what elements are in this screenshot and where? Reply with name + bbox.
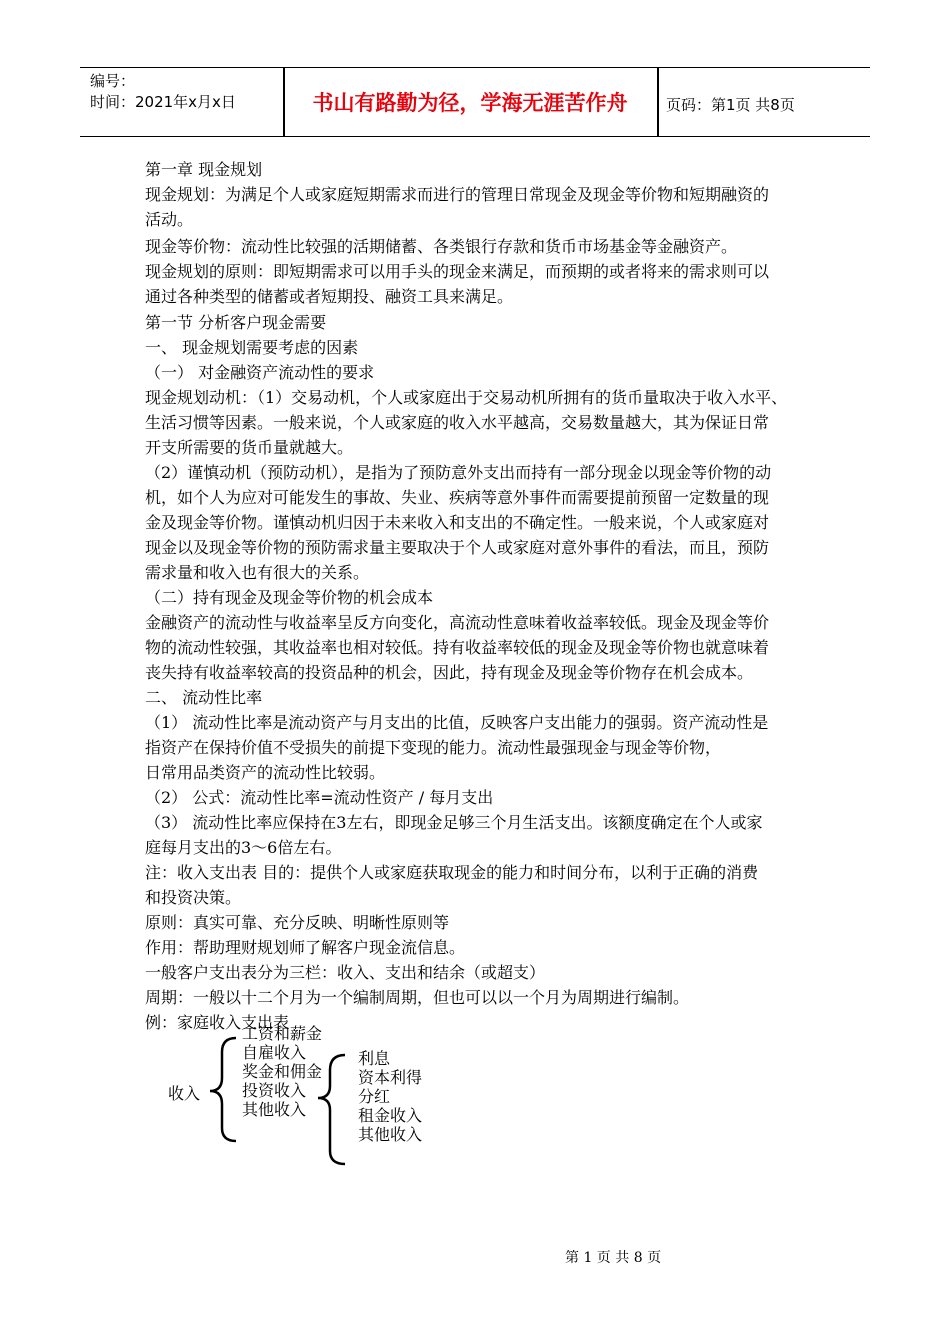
text-line: 现金等价物：流动性比较强的活期储蓄、各类银行存款和货币市场基金等金融资产。 <box>145 237 738 256</box>
right-brace <box>318 1055 345 1164</box>
text-line: 需求量和收入也有很大的关系。 <box>145 563 370 582</box>
text-line: 通过各种类型的储蓄或者短期投、融资工具来满足。 <box>145 287 514 306</box>
diagram-item: 其他收入 <box>242 1100 307 1119</box>
header-motto: 书山有路勤为径，学海无涯苦作舟 <box>312 91 628 115</box>
text-line: 物的流动性较强，其收益率也相对较低。持有收益率较低的现金及现金等价物也就意味着 <box>145 638 770 657</box>
diagram-root-label: 收入 <box>168 1084 201 1103</box>
diagram-item: 自雇收入 <box>242 1043 307 1062</box>
text-line: 开支所需要的货币量就越大。 <box>145 438 354 457</box>
diagram-item: 资本利得 <box>358 1068 423 1087</box>
diagram-item: 其他收入 <box>358 1125 423 1144</box>
diagram-item: 利息 <box>358 1049 391 1068</box>
text-line: 指资产在保持价值不受损失的前提下变现的能力。流动性最强现金与现金等价物， <box>145 738 722 757</box>
text-line: 一般客户支出表分为三栏：收入、支出和结余（或超支） <box>145 963 546 982</box>
text-line: （3） 流动性比率应保持在3左右，即现金足够三个月生活支出。该额度确定在个人或家 <box>145 813 763 832</box>
document-number-label: 编号： <box>90 72 136 90</box>
text-line: 作用：帮助理财规划师了解客户现金流信息。 <box>145 938 466 957</box>
text-line: （2）谨慎动机（预防动机），是指为了预防意外支出而持有一部分现金以现金等价物的动 <box>145 463 772 482</box>
text-line: 金及现金等价物。谨慎动机归因于未来收入和支出的不确定性。一般来说，个人或家庭对 <box>145 513 770 532</box>
diagram-item: 投资收入 <box>242 1081 307 1100</box>
text-line: 第一节 分析客户现金需要 <box>145 313 327 332</box>
text-line: 丧失持有收益率较高的投资品种的机会，因此，持有现金及现金等价物存在机会成本。 <box>145 663 754 682</box>
text-line: （一） 对金融资产流动性的要求 <box>145 363 375 382</box>
text-line: 和投资决策。 <box>145 888 242 907</box>
diagram-item: 分红 <box>358 1087 391 1106</box>
text-line: 二、 流动性比率 <box>145 688 263 707</box>
text-line: 现金规划：为满足个人或家庭短期需求而进行的管理日常现金及现金等价物和短期融资的 <box>145 185 770 204</box>
text-line: 例：家庭收入支出表 <box>145 1013 290 1032</box>
text-line: 机，如个人为应对可能发生的事故、失业、疾病等意外事件而需要提前预留一定数量的现 <box>145 488 770 507</box>
text-line: 现金规划的原则：即短期需求可以用手头的现金来满足，而预期的或者将来的需求则可以 <box>145 262 770 281</box>
left-brace <box>210 1038 236 1141</box>
text-line: 原则：真实可靠、充分反映、明晰性原则等 <box>145 913 450 932</box>
text-line: 第一章 现金规划 <box>145 160 263 179</box>
text-line: （1） 流动性比率是流动资产与月支出的比值，反映客户支出能力的强弱。资产流动性是 <box>145 713 769 732</box>
diagram-item: 工资和薪金 <box>242 1024 323 1043</box>
text-line: 日常用品类资产的流动性比较弱。 <box>145 763 386 782</box>
text-line: 注：收入支出表 目的：提供个人或家庭获取现金的能力和时间分布，以利于正确的消费 <box>145 863 759 882</box>
text-line: 现金规划动机：（1）交易动机，个人或家庭出于交易动机所拥有的货币量取决于收入水平、 <box>145 388 788 407</box>
header-page-info: 页码：第1页 共8页 <box>666 96 795 114</box>
text-line: 周期：一般以十二个月为一个编制周期，但也可以以一个月为周期进行编制。 <box>145 988 690 1007</box>
diagram-item: 租金收入 <box>358 1106 423 1125</box>
diagram-item: 奖金和佣金 <box>242 1062 323 1081</box>
page-footer: 第 1 页 共 8 页 <box>565 1250 662 1266</box>
text-line: 活动。 <box>145 210 194 229</box>
text-line: （二）持有现金及现金等价物的机会成本 <box>145 588 434 607</box>
text-line: 生活习惯等因素。一般来说，个人或家庭的收入水平越高，交易数量越大，其为保证日常 <box>145 413 770 432</box>
document-date: 时间：2021年x月x日 <box>90 93 236 111</box>
text-line: 庭每月支出的3～6倍左右。 <box>145 838 342 857</box>
text-line: （2） 公式：流动性比率=流动性资产 / 每月支出 <box>145 788 494 807</box>
text-line: 现金以及现金等价物的预防需求量主要取决于个人或家庭对意外事件的看法，而且，预防 <box>145 538 770 557</box>
text-line: 金融资产的流动性与收益率呈反方向变化，高流动性意味着收益率较低。现金及现金等价 <box>145 613 770 632</box>
text-line: 一、 现金规划需要考虑的因素 <box>145 338 359 357</box>
